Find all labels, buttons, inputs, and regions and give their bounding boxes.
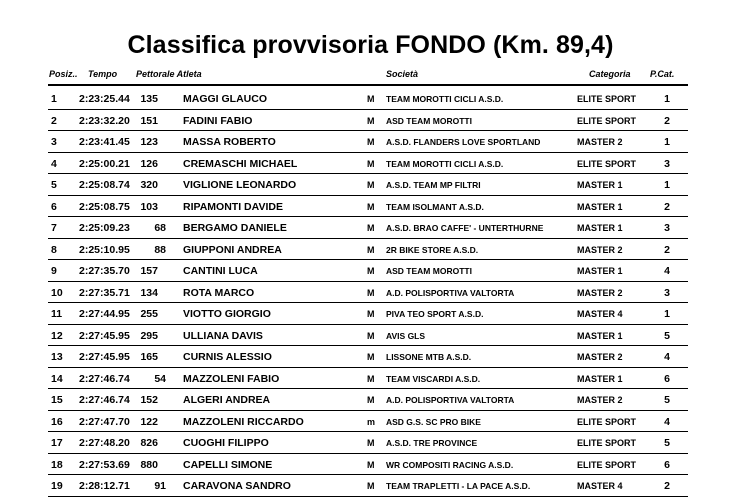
category-cell: MASTER 1 [577, 330, 623, 341]
society-cell: TEAM TRAPLETTI - LA PACE A.S.D. [386, 481, 531, 491]
bib-cell: 122 [140, 415, 158, 428]
sex-cell: M [367, 395, 375, 405]
table-row [48, 195, 688, 218]
bib-cell: 88 [154, 243, 166, 256]
category-cell: MASTER 1 [577, 373, 623, 384]
athlete-name-cell: ROTA MARCO [183, 286, 255, 299]
category-position-cell: 2 [664, 480, 670, 492]
category-cell: MASTER 1 [577, 201, 623, 212]
position-cell: 14 [51, 372, 63, 385]
table-row [48, 474, 688, 497]
time-cell: 2:27:44.95 [79, 308, 130, 320]
time-cell: 2:23:41.45 [79, 136, 130, 148]
position-cell: 17 [51, 437, 63, 449]
position-cell: 2 [51, 114, 57, 127]
category-cell: ELITE SPORT [577, 416, 637, 427]
society-cell: A.D. POLISPORTIVA VALTORTA [386, 287, 515, 298]
athlete-name-cell: BERGAMO DANIELE [183, 222, 287, 234]
header-society: Società [386, 69, 419, 79]
athlete-name-cell: CANTINI LUCA [183, 265, 258, 277]
sex-cell: M [367, 352, 375, 362]
society-cell: A.S.D. TEAM MP FILTRI [386, 180, 481, 190]
athlete-name-cell: MASSA ROBERTO [183, 136, 276, 148]
table-row [48, 410, 688, 433]
society-cell: A.D. POLISPORTIVA VALTORTA [386, 395, 515, 405]
category-position-cell: 3 [664, 286, 670, 299]
bib-cell: 123 [140, 136, 158, 148]
time-cell: 2:27:46.74 [79, 394, 130, 406]
header-category-position: P.Cat. [650, 69, 675, 79]
header-position: Posiz.. [49, 69, 78, 79]
position-cell: 6 [51, 200, 57, 213]
sex-cell: M [367, 223, 375, 233]
sex-cell: M [367, 137, 375, 147]
time-cell: 2:25:00.21 [79, 157, 130, 170]
position-cell: 7 [51, 222, 57, 234]
position-cell: 15 [51, 394, 63, 406]
athlete-name-cell: CURNIS ALESSIO [183, 351, 272, 363]
bib-cell: 54 [154, 372, 166, 385]
society-cell: A.S.D. TRE PROVINCE [386, 438, 478, 448]
society-cell: TEAM VISCARDI A.S.D. [386, 373, 481, 384]
time-cell: 2:27:53.69 [79, 458, 130, 471]
bib-cell: 157 [140, 265, 158, 277]
position-cell: 9 [51, 265, 57, 277]
table-row [48, 324, 688, 347]
category-cell: ELITE SPORT [577, 438, 637, 448]
category-position-cell: 1 [664, 136, 670, 148]
category-cell: MASTER 1 [577, 266, 623, 276]
society-cell: ASD G.S. SC PRO BIKE [386, 416, 481, 427]
table-row [48, 388, 688, 411]
category-cell: MASTER 2 [577, 287, 623, 298]
position-cell: 3 [51, 136, 57, 148]
table-row [48, 345, 688, 368]
category-cell: MASTER 2 [577, 137, 623, 147]
time-cell: 2:27:45.95 [79, 329, 130, 342]
time-cell: 2:25:08.74 [79, 179, 130, 191]
table-row [48, 130, 688, 153]
position-cell: 12 [51, 329, 63, 342]
category-position-cell: 2 [664, 114, 670, 127]
athlete-name-cell: CARAVONA SANDRO [183, 480, 291, 492]
society-cell: AVIS GLS [386, 330, 426, 341]
table-row [48, 259, 688, 282]
society-cell: TEAM MOROTTI CICLI A.S.D. [386, 158, 504, 169]
time-cell: 2:27:35.70 [79, 265, 130, 277]
sex-cell: m [367, 416, 376, 427]
category-cell: ELITE SPORT [577, 94, 637, 104]
table-row [48, 87, 688, 110]
bib-cell: 320 [140, 179, 158, 191]
society-cell: ASD TEAM MOROTTI [386, 266, 472, 276]
bib-cell: 135 [140, 93, 158, 105]
position-cell: 4 [51, 157, 57, 170]
category-position-cell: 1 [664, 308, 670, 320]
bib-cell: 152 [140, 394, 158, 406]
header-category: Categoria [589, 69, 631, 79]
time-cell: 2:25:09.23 [79, 222, 130, 234]
sex-cell: M [367, 158, 375, 169]
table-row [48, 302, 688, 325]
category-cell: ELITE SPORT [577, 459, 637, 470]
athlete-name-cell: VIOTTO GIORGIO [183, 308, 271, 320]
bib-cell: 165 [140, 351, 158, 363]
position-cell: 10 [51, 286, 63, 299]
header-time: Tempo [88, 69, 118, 79]
athlete-name-cell: VIGLIONE LEONARDO [183, 179, 297, 191]
bib-cell: 91 [154, 480, 166, 492]
athlete-name-cell: MAZZOLENI RICCARDO [183, 415, 304, 428]
society-cell: LISSONE MTB A.S.D. [386, 352, 472, 362]
time-cell: 2:28:12.71 [79, 480, 130, 492]
sex-cell: M [367, 459, 375, 470]
category-cell: MASTER 2 [577, 352, 623, 362]
bib-cell: 295 [140, 329, 158, 342]
bib-cell: 68 [154, 222, 166, 234]
society-cell: 2R BIKE STORE A.S.D. [386, 244, 479, 255]
header-bib-athlete: Pettorale Atleta [136, 69, 202, 79]
position-cell: 13 [51, 351, 63, 363]
table-row [48, 216, 688, 239]
position-cell: 19 [51, 480, 63, 492]
table-row [48, 109, 688, 132]
society-cell: WR COMPOSITI RACING A.S.D. [386, 459, 514, 470]
sex-cell: M [367, 115, 375, 126]
page-title: Classifica provvisoria FONDO (Km. 89,4) [127, 31, 614, 59]
time-cell: 2:25:08.75 [79, 200, 130, 213]
table-row [48, 431, 688, 454]
sex-cell: M [367, 481, 375, 491]
category-cell: MASTER 1 [577, 180, 623, 190]
category-position-cell: 3 [664, 222, 670, 234]
bib-cell: 255 [140, 308, 158, 320]
category-position-cell: 5 [664, 394, 670, 406]
position-cell: 11 [51, 308, 63, 320]
table-row [48, 238, 688, 261]
table-row [48, 281, 688, 304]
category-position-cell: 1 [664, 93, 670, 105]
bib-cell: 151 [140, 114, 158, 127]
sex-cell: M [367, 201, 375, 212]
table-row [48, 152, 688, 175]
athlete-name-cell: FADINI FABIO [183, 114, 253, 127]
sex-cell: M [367, 309, 375, 319]
category-cell: MASTER 2 [577, 395, 623, 405]
society-cell: ASD TEAM MOROTTI [386, 115, 472, 126]
bib-cell: 826 [140, 437, 158, 449]
sex-cell: M [367, 287, 375, 298]
society-cell: A.S.D. FLANDERS LOVE SPORTLAND [386, 137, 541, 147]
society-cell: A.S.D. BRAO CAFFE' - UNTERTHURNE [386, 223, 544, 233]
athlete-name-cell: CAPELLI SIMONE [183, 458, 273, 471]
category-position-cell: 5 [664, 437, 670, 449]
header-divider [48, 84, 688, 86]
sex-cell: M [367, 180, 375, 190]
category-cell: MASTER 1 [577, 223, 623, 233]
society-cell: TEAM MOROTTI CICLI A.S.D. [386, 94, 504, 104]
athlete-name-cell: CREMASCHI MICHAEL [183, 157, 298, 170]
sex-cell: M [367, 438, 375, 448]
position-cell: 18 [51, 458, 63, 471]
category-position-cell: 6 [664, 458, 670, 471]
category-position-cell: 4 [664, 265, 670, 277]
category-cell: MASTER 2 [577, 244, 623, 255]
athlete-name-cell: ALGERI ANDREA [183, 394, 271, 406]
time-cell: 2:27:45.95 [79, 351, 130, 363]
category-cell: MASTER 4 [577, 481, 623, 491]
category-position-cell: 1 [664, 179, 670, 191]
time-cell: 2:23:32.20 [79, 114, 130, 127]
society-cell: TEAM ISOLMANT A.S.D. [386, 201, 484, 212]
time-cell: 2:27:35.71 [79, 286, 130, 299]
time-cell: 2:23:25.44 [79, 93, 130, 105]
time-cell: 2:27:47.70 [79, 415, 130, 428]
position-cell: 5 [51, 179, 57, 191]
athlete-name-cell: MAGGI GLAUCO [183, 93, 267, 105]
position-cell: 8 [51, 243, 57, 256]
table-row [48, 367, 688, 390]
table-row [48, 173, 688, 196]
category-position-cell: 6 [664, 372, 670, 385]
athlete-name-cell: GIUPPONI ANDREA [183, 243, 282, 256]
athlete-name-cell: RIPAMONTI DAVIDE [183, 200, 283, 213]
position-cell: 16 [51, 415, 63, 428]
sex-cell: M [367, 244, 375, 255]
category-position-cell: 3 [664, 157, 670, 170]
athlete-name-cell: ULLIANA DAVIS [183, 329, 263, 342]
category-cell: ELITE SPORT [577, 115, 637, 126]
category-position-cell: 4 [664, 415, 670, 428]
sex-cell: M [367, 373, 375, 384]
category-position-cell: 2 [664, 200, 670, 213]
bib-cell: 880 [140, 458, 158, 471]
bib-cell: 134 [140, 286, 158, 299]
sex-cell: M [367, 94, 375, 104]
bib-cell: 103 [140, 200, 158, 213]
time-cell: 2:25:10.95 [79, 243, 130, 256]
bib-cell: 126 [140, 157, 158, 170]
athlete-name-cell: CUOGHI FILIPPO [183, 437, 269, 449]
sex-cell: M [367, 266, 375, 276]
category-position-cell: 5 [664, 329, 670, 342]
time-cell: 2:27:48.20 [79, 437, 130, 449]
athlete-name-cell: MAZZOLENI FABIO [183, 372, 280, 385]
time-cell: 2:27:46.74 [79, 372, 130, 385]
sex-cell: M [367, 330, 375, 341]
position-cell: 1 [51, 93, 57, 105]
table-row [48, 453, 688, 476]
society-cell: PIVA TEO SPORT A.S.D. [386, 309, 484, 319]
category-cell: ELITE SPORT [577, 158, 637, 169]
category-position-cell: 4 [664, 351, 670, 363]
category-position-cell: 2 [664, 243, 670, 256]
category-cell: MASTER 4 [577, 309, 623, 319]
